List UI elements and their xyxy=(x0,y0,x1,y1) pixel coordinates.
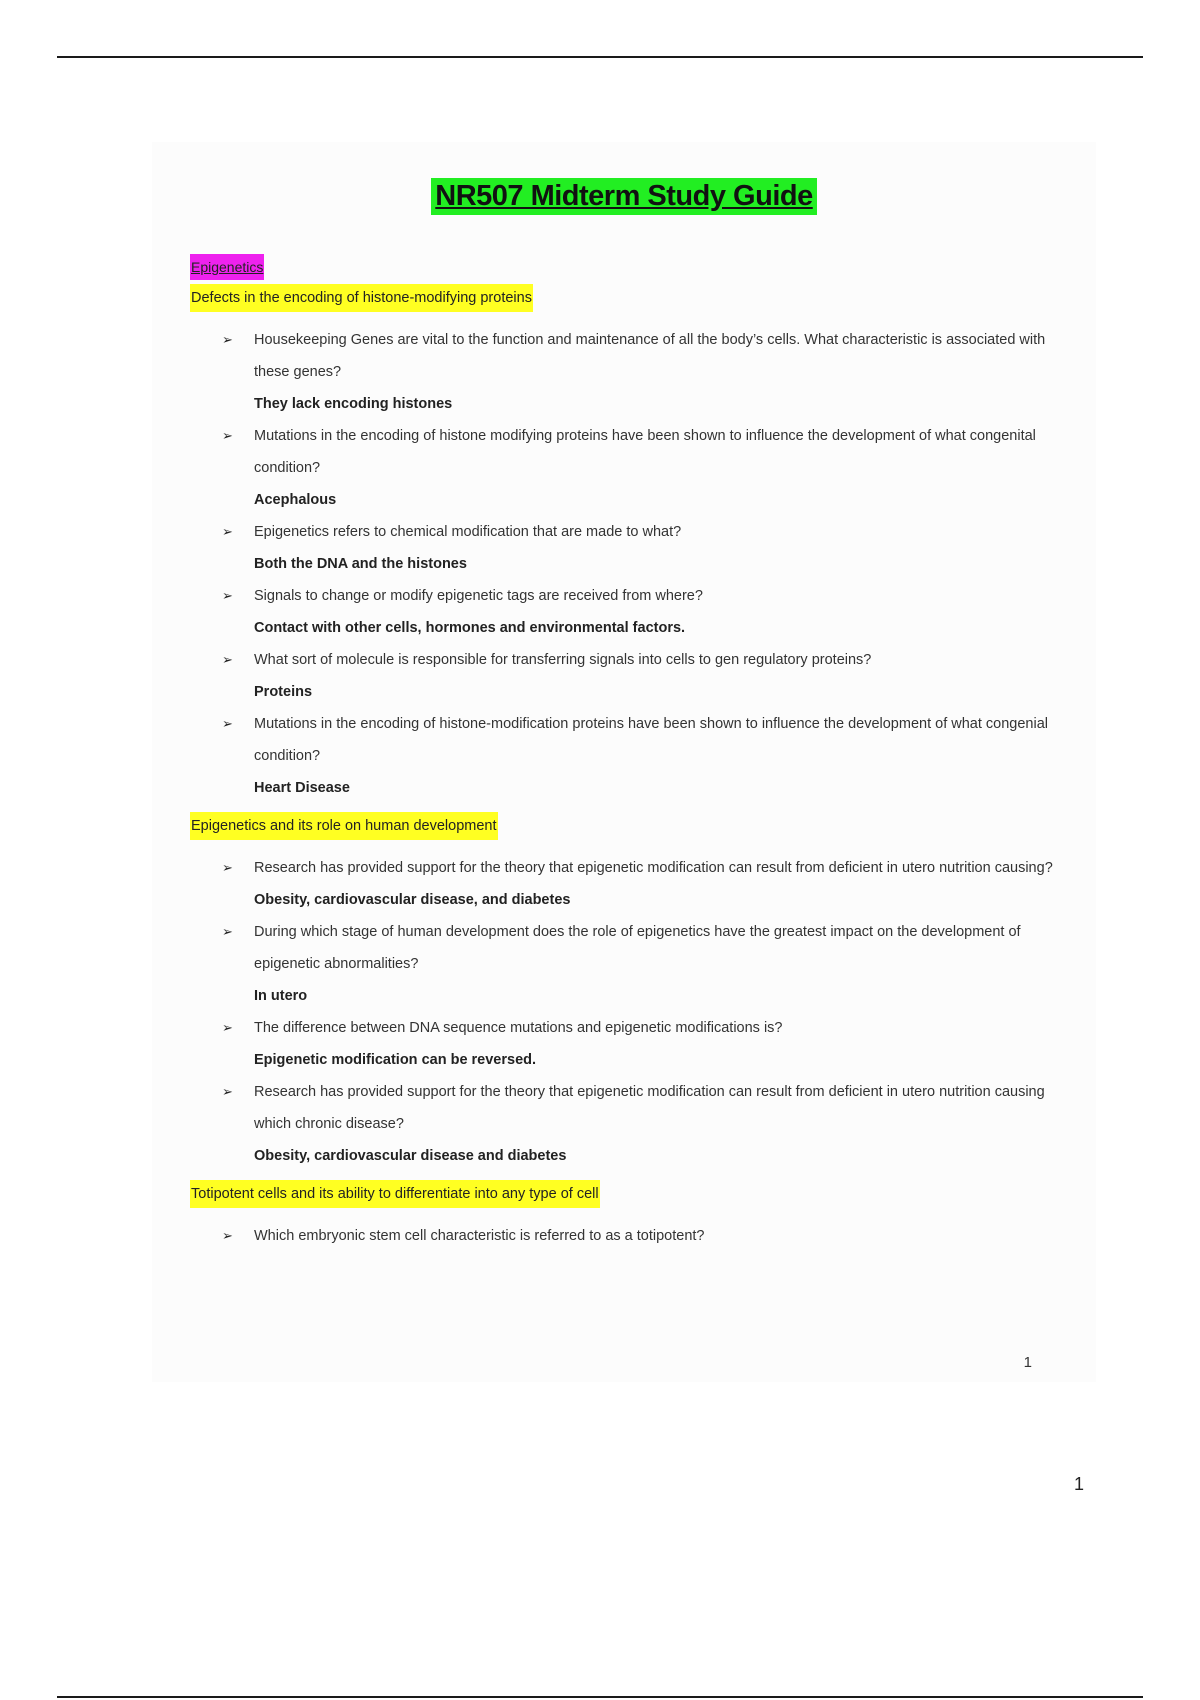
topic-label: Epigenetics xyxy=(190,254,264,280)
document-body xyxy=(190,254,1070,1252)
document-title: NR507 Midterm Study Guide xyxy=(431,178,816,215)
answer-text: Acephalous xyxy=(254,492,337,508)
question-text: During which stage of human development does the role of epigenetics have the greatest impact on the development of epigenetic abnormalities? xyxy=(254,924,1021,972)
section-heading-row xyxy=(190,1180,1070,1208)
section-heading-row xyxy=(190,812,1070,840)
arrow-bullet-icon: ➢ xyxy=(222,924,233,939)
answer-text: Epigenetic modification can be reversed. xyxy=(254,1052,537,1068)
question-item xyxy=(190,1076,1070,1140)
section-heading-row xyxy=(190,284,1070,312)
answer-text: Obesity, cardiovascular disease and diabetes xyxy=(254,1148,567,1164)
arrow-bullet-icon: ➢ xyxy=(222,428,233,443)
question-text: Research has provided support for the theory that epigenetic modification can result from deficient in utero nutrition causing which chronic disease? xyxy=(254,1084,1045,1132)
arrow-bullet-icon: ➢ xyxy=(222,332,233,347)
question-item xyxy=(190,644,1070,676)
question-item xyxy=(190,1220,1070,1252)
question-item xyxy=(190,516,1070,548)
question-item xyxy=(190,324,1070,388)
inner-page-number: 1 xyxy=(1023,1354,1032,1371)
arrow-bullet-icon: ➢ xyxy=(222,652,233,667)
question-item xyxy=(190,420,1070,484)
section-heading: Totipotent cells and its ability to differentiate into any type of cell xyxy=(190,1180,600,1208)
arrow-bullet-icon: ➢ xyxy=(222,588,233,603)
answer-text: In utero xyxy=(254,988,308,1004)
question-text: Housekeeping Genes are vital to the function and maintenance of all the body’s cells. What characteristic is associated with these genes? xyxy=(254,332,1046,380)
sections xyxy=(190,284,1070,1252)
arrow-bullet-icon: ➢ xyxy=(222,1084,233,1099)
question-text: Mutations in the encoding of histone-modification proteins have been shown to influence the development of what congenial condition? xyxy=(254,716,1048,764)
question-text: Epigenetics refers to chemical modification that are made to what? xyxy=(254,524,682,540)
question-text: Research has provided support for the theory that epigenetic modification can result from deficient in utero nutrition causing? xyxy=(254,860,1053,876)
question-item xyxy=(190,852,1070,884)
question-item xyxy=(190,708,1070,772)
section-heading: Epigenetics and its role on human development xyxy=(190,812,498,840)
question-text: Which embryonic stem cell characteristic is referred to as a totipotent? xyxy=(254,1228,705,1244)
question-text: Signals to change or modify epigenetic tags are received from where? xyxy=(254,588,703,604)
section-gap xyxy=(190,804,1070,812)
question-text: Mutations in the encoding of histone modifying proteins have been shown to influence the development of what congenital condition? xyxy=(254,428,1036,476)
answer-text: Proteins xyxy=(254,684,313,700)
arrow-bullet-icon: ➢ xyxy=(222,860,233,875)
question-item xyxy=(190,1012,1070,1044)
arrow-bullet-icon: ➢ xyxy=(222,716,233,731)
question-text: What sort of molecule is responsible for transferring signals into cells to gen regulatory proteins? xyxy=(254,652,872,668)
question-text: The difference between DNA sequence mutations and epigenetic modifications is? xyxy=(254,1020,783,1036)
bottom-rule xyxy=(57,1696,1143,1698)
answer-text: Obesity, cardiovascular disease, and diabetes xyxy=(254,892,571,908)
question-item xyxy=(190,580,1070,612)
answer-text: Contact with other cells, hormones and environmental factors. xyxy=(254,620,686,636)
arrow-bullet-icon: ➢ xyxy=(222,1020,233,1035)
question-item xyxy=(190,916,1070,980)
scanned-page xyxy=(152,142,1096,1382)
section-heading: Defects in the encoding of histone-modifying proteins xyxy=(190,284,533,312)
top-rule xyxy=(57,56,1143,58)
answer-text: Heart Disease xyxy=(254,780,350,796)
arrow-bullet-icon: ➢ xyxy=(222,1228,233,1243)
arrow-bullet-icon: ➢ xyxy=(222,524,233,539)
answer-text: Both the DNA and the histones xyxy=(254,556,467,572)
answer-text: They lack encoding histones xyxy=(254,396,453,412)
section-gap xyxy=(190,1172,1070,1180)
page-number: 1 xyxy=(1074,1474,1085,1494)
